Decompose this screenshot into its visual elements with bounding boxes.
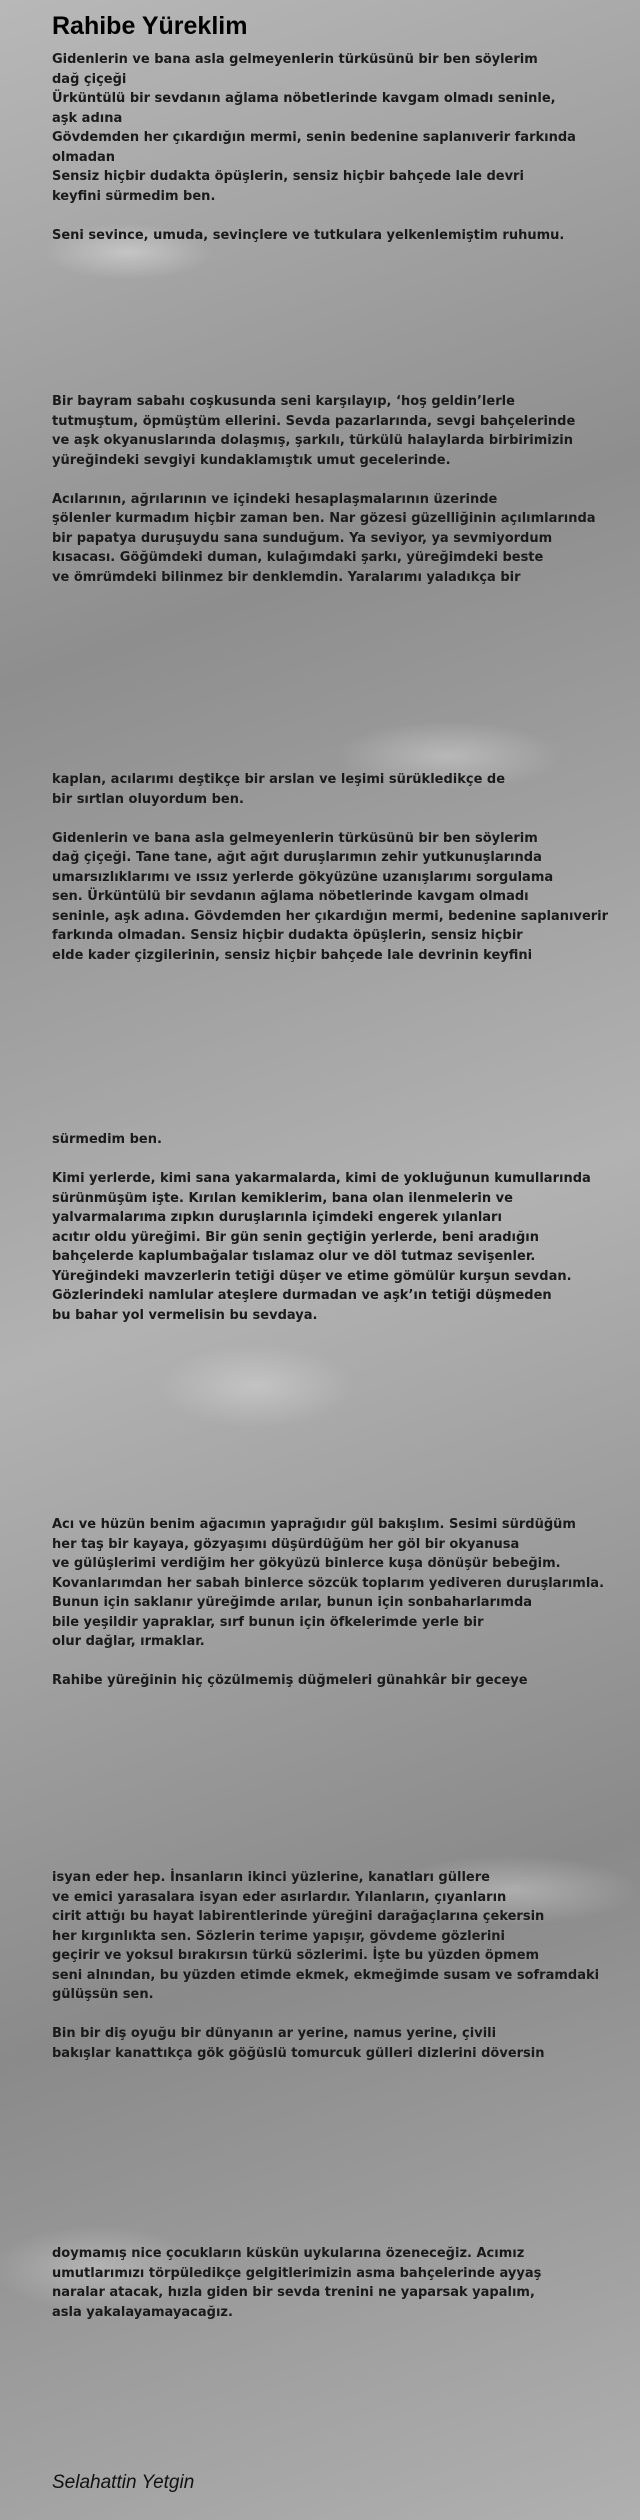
poem-title: Rahibe Yüreklim <box>52 12 248 40</box>
poem-line: umarsızlıklarımı ve ıssız yerlerde gökyüzüne uzanışlarımı sorgulama <box>52 869 554 885</box>
poem-line: Kimi yerlerde, kimi sana yakarmalarda, kimi de yokluğunun kumullarında <box>52 1171 591 1186</box>
poem-line: seninle, aşk adına. Gövdemden her çıkardığın mermi, bedenine saplanıverir <box>52 908 609 924</box>
poem-line: bile yeşildir yapraklar, sırf bunun için öfkelerimde yerle bir <box>52 1614 484 1630</box>
poem-line: Sensiz hiçbir dudakta öpüşlerin, sensiz hiçbir bahçede lale devri <box>52 169 524 184</box>
poem-line: kısacası. Göğümdeki duman, kulağımdaki şarkı, yüreğimdeki beste <box>52 550 544 565</box>
poem-line: seni alnından, bu yüzden etimde ekmek, ekmeğimde susam ve soframdaki <box>52 1967 600 1983</box>
poem-line: bu bahar yol vermelisin bu sevdaya. <box>52 1307 318 1323</box>
stanza-break <box>52 470 634 490</box>
poem-line: sen. Ürküntülü bir sevdanın ağlama nöbetlerinde kavgam olmadı <box>52 889 529 904</box>
poem-line: aşk adına <box>52 110 123 126</box>
stanza-block-4 <box>52 1130 634 1325</box>
poem-line: Bunun için saklanır yüreğimde arılar, bunun için sonbaharlarımda <box>52 1595 533 1610</box>
stanza-break <box>52 2005 634 2025</box>
stanza-block-1 <box>52 50 634 245</box>
stanza-block-2 <box>52 392 634 587</box>
poem-line: naralar atacak, hızla giden bir sevda trenini ne yaparsak yapalım, <box>52 2285 535 2300</box>
author-signature: Selahattin Yetgin <box>52 2472 195 2493</box>
poem-line: ve aşk okyanuslarında dolaşmış, şarkılı, türkülü halaylarda birbirimizin <box>52 433 574 448</box>
poem-line: olmadan <box>52 149 116 165</box>
poem-line: geçirir ve yoksul bırakırsın türkü sözlerimi. İşte bu yüzden öpmem <box>52 1948 540 1963</box>
poem-line: Rahibe yüreğinin hiç çözülmemiş düğmeleri günahkâr bir geceye <box>52 1673 528 1688</box>
poem-line: isyan eder hep. İnsanların ikinci yüzlerine, kanatları güllere <box>52 1870 490 1885</box>
poem-line: yüreğindeki sevgiyi kundaklamıştık umut gecelerinde. <box>52 452 451 468</box>
stanza-break <box>52 206 634 226</box>
poem-line: Gidenlerin ve bana asla gelmeyenlerin türküsünü bir ben söylerim <box>52 830 538 846</box>
poem-line: dağ çiçeği. Tane tane, ağıt ağıt duruşlarımın zehir yutkunuşlarında <box>52 850 542 865</box>
poem-line: keyfini sürmedim ben. <box>52 188 216 204</box>
poem-line: ve emici yarasalara isyan eder asırlardır. Yılanların, çıyanların <box>52 1889 507 1905</box>
poem-line: yalvarmalarıma zıpkın duruşlarınla içimdeki engerek yılanları <box>52 1210 502 1225</box>
poem-line: Seni sevince, umuda, sevinçlere ve tutkulara yelkenlemiştim ruhumu. <box>52 227 565 243</box>
poem-line: kaplan, acılarımı deştikçe bir arslan ve leşimi sürükledikçe de <box>52 772 506 787</box>
poem-line: dağ çiçeği <box>52 71 127 87</box>
poem-line: bir papatya duruşuydu sana sunduğum. Ya seviyor, ya sevmiyordum <box>52 530 553 546</box>
poem-line: gülüşsün sen. <box>52 1987 154 2002</box>
poem-line: tutmuştum, öpmüştüm ellerini. Sevda pazarlarında, sevgi bahçelerinde <box>52 413 576 429</box>
poem-line: elde kader çizgilerinin, sensiz hiçbir bahçede lale devrinin keyfini <box>52 947 533 963</box>
poem-line: şölenler kurmadım hiçbir zaman ben. Nar gözesi güzelliğinin açılımlarında <box>52 511 596 526</box>
stanza-break <box>52 809 634 829</box>
poem-line: Acılarının, ağrılarının ve içindeki hesaplaşmalarının üzerinde <box>52 491 498 507</box>
poem-line: sürünmüşüm işte. Kırılan kemiklerim, bana olan ilenmelerin ve <box>52 1190 513 1206</box>
stanza-block-3 <box>52 770 634 965</box>
poem-line: farkında olmadan. Sensiz hiçbir dudakta öpüşlerin, sensiz hiçbir <box>52 928 523 943</box>
poem-line: asla yakalayamayacağız. <box>52 2304 233 2320</box>
poem-line: bahçelerde kaplumbağalar tıslamaz olur ve döl tutmaz sevişenler. <box>52 1249 536 1264</box>
poem-line: doymamış nice çocukların küskün uykularına özeneceğiz. Acımız <box>52 2246 525 2261</box>
poem-line: Gözlerindeki namlular ateşlere durmadan ve aşk’ın tetiği düşmeden <box>52 1288 552 1303</box>
stanza-break <box>52 1652 634 1672</box>
poem-line: olur dağlar, ırmaklar. <box>52 1634 205 1649</box>
stanza-block-6 <box>52 1868 634 2063</box>
poem-line: ve gülüşlerimi verdiğim her gökyüzü binlerce kuşa dönüşür bebeğim. <box>52 1556 561 1571</box>
poem-line: sürmedim ben. <box>52 1132 162 1147</box>
poem-line: Bir bayram sabahı coşkusunda seni karşılayıp, ‘hoş geldin’lerle <box>52 394 515 409</box>
stanza-break <box>52 1150 634 1170</box>
poem-line: ve ömrümdeki bilinmez bir denklemdin. Yaralarımı yaladıkça bir <box>52 569 521 585</box>
poem-line: cirit attığı bu hayat labirentlerinde yüreğini darağaçlarına çekersin <box>52 1909 545 1924</box>
poem-line: Yüreğindeki mavzerlerin tetiği düşer ve etime gömülür kurşun sevdan. <box>52 1268 572 1284</box>
poem-line: bir sırtlan oluyordum ben. <box>52 791 244 807</box>
stanza-block-7 <box>52 2244 634 2322</box>
poem-line: Acı ve hüzün benim ağacımın yaprağıdır gül bakışlım. Sesimi sürdüğüm <box>52 1517 576 1532</box>
poem-line: Kovanlarımdan her sabah binlerce sözcük toplarım yediveren duruşlarımla. <box>52 1575 605 1591</box>
stanza-block-5 <box>52 1515 634 1691</box>
poem-line: bakışlar kanattıkça gök göğüslü tomurcuk gülleri dizlerini döversin <box>52 2045 545 2061</box>
poem-line: Ürküntülü bir sevdanın ağlama nöbetlerinde kavgam olmadı seninle, <box>52 91 556 106</box>
poem-line: Gövdemden her çıkardığın mermi, senin bedenine saplanıverir farkında <box>52 130 576 145</box>
poem-line: Bin bir diş oyuğu bir dünyanın ar yerine, namus yerine, çivili <box>52 2026 497 2041</box>
poem-line: umutlarımızı törpüledikçe gelgitlerimizin asma bahçelerinde ayyaş <box>52 2265 542 2281</box>
poem-line: her taş bir kayaya, gözyaşımı düşürdüğüm her göl bir okyanusa <box>52 1536 520 1552</box>
poem-line: her kırgınlıkta sen. Sözlerin terime yapışır, gövdeme gözlerini <box>52 1928 505 1944</box>
poem-line: Gidenlerin ve bana asla gelmeyenlerin türküsünü bir ben söylerim <box>52 52 538 67</box>
poem-line: acıtır oldu yüreğimi. Bir gün senin geçtiğin yerlerde, beni aradığın <box>52 1229 539 1245</box>
